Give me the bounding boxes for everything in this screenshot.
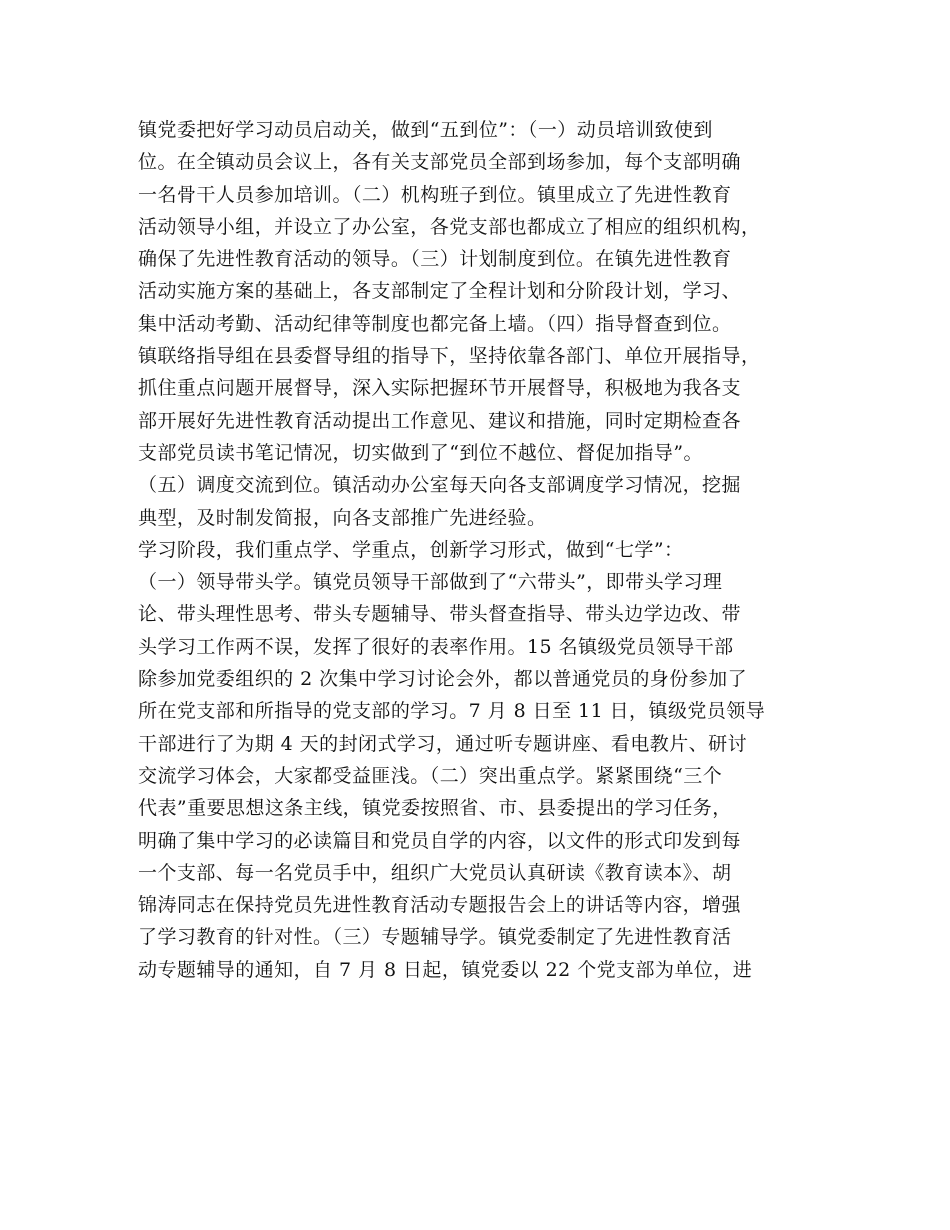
text-line: 头学习工作两不误，发挥了很好的表率作用。15 名镇级党员领导干部 — [138, 635, 734, 658]
text-line: 所在党支部和所指导的党支部的学习。7 月 8 日至 11 日，镇级党员领导 — [138, 700, 766, 723]
text-line: 部开展好先进性教育活动提出工作意见、建议和措施，同时定期检查各 — [138, 409, 741, 432]
text-line: （一）领导带头学。镇党员领导干部做到了“六带头”，即带头学习理 — [138, 571, 723, 594]
text-line: 动专题辅导的通知，自 7 月 8 日起，镇党委以 22 个党支部为单位，进 — [138, 958, 753, 981]
text-line: 论、带头理性思考、带头专题辅导、带头督查指导、带头边学边改、带 — [138, 603, 741, 626]
text-line: 一名骨干人员参加培训。（二）机构班子到位。镇里成立了先进性教育 — [138, 183, 732, 206]
text-line: 典型，及时制发简报，向各支部推广先进经验。 — [138, 506, 547, 529]
text-line: 活动领导小组，并设立了办公室，各党支部也都成立了相应的组织机构， — [138, 215, 761, 238]
text-line: 镇联络指导组在县委督导组的指导下，坚持依靠各部门、单位开展指导， — [138, 345, 761, 368]
text-line: 位。在全镇动员会议上，各有关支部党员全部到场参加，每个支部明确 — [138, 151, 741, 174]
text-line: 锦涛同志在保持党员先进性教育活动专题报告会上的讲话等内容，增强 — [138, 894, 741, 917]
text-line: 确保了先进性教育活动的领导。（三）计划制度到位。在镇先进性教育 — [138, 248, 732, 271]
text-line: 集中活动考勤、活动纪律等制度也都完备上墙。（四）指导督查到位。 — [138, 312, 732, 335]
text-line: 学习阶段，我们重点学、学重点，创新学习形式，做到“七学”： — [138, 538, 684, 561]
text-line: 一个支部、每一名党员手中，组织广大党员认真研读《教育读本》、胡 — [138, 861, 732, 884]
text-line: 交流学习体会，大家都受益匪浅。（二）突出重点学。紧紧围绕“三个 — [138, 764, 723, 787]
body-text — [138, 114, 818, 986]
text-line: 镇党委把好学习动员启动关，做到“五到位”：（一）动员培训致使到 — [138, 119, 713, 141]
text-line: 了学习教育的针对性。（三）专题辅导学。镇党委制定了先进性教育活 — [138, 926, 732, 949]
text-line: （五）调度交流到位。镇活动办公室每天向各支部调度学习情况，挖掘 — [138, 474, 741, 497]
text-line: 明确了集中学习的必读篇目和党员自学的内容，以文件的形式印发到每 — [138, 829, 741, 852]
text-line: 抓住重点问题开展督导，深入实际把握环节开展督导，积极地为我各支 — [138, 377, 741, 400]
text-line: 干部进行了为期 4 天的封闭式学习，通过听专题讲座、看电教片、研讨 — [138, 732, 748, 755]
text-line: 活动实施方案的基础上，各支部制定了全程计划和分阶段计划，学习、 — [138, 280, 741, 303]
text-line: 支部党员读书笔记情况，切实做到了“到位不越位、督促加指导”。 — [138, 441, 703, 464]
text-line: 代表”重要思想这条主线，镇党委按照省、市、县委提出的学习任务， — [138, 797, 732, 820]
text-line: 除参加党委组织的 2 次集中学习讨论会外，都以普通党员的身份参加了 — [138, 668, 748, 691]
